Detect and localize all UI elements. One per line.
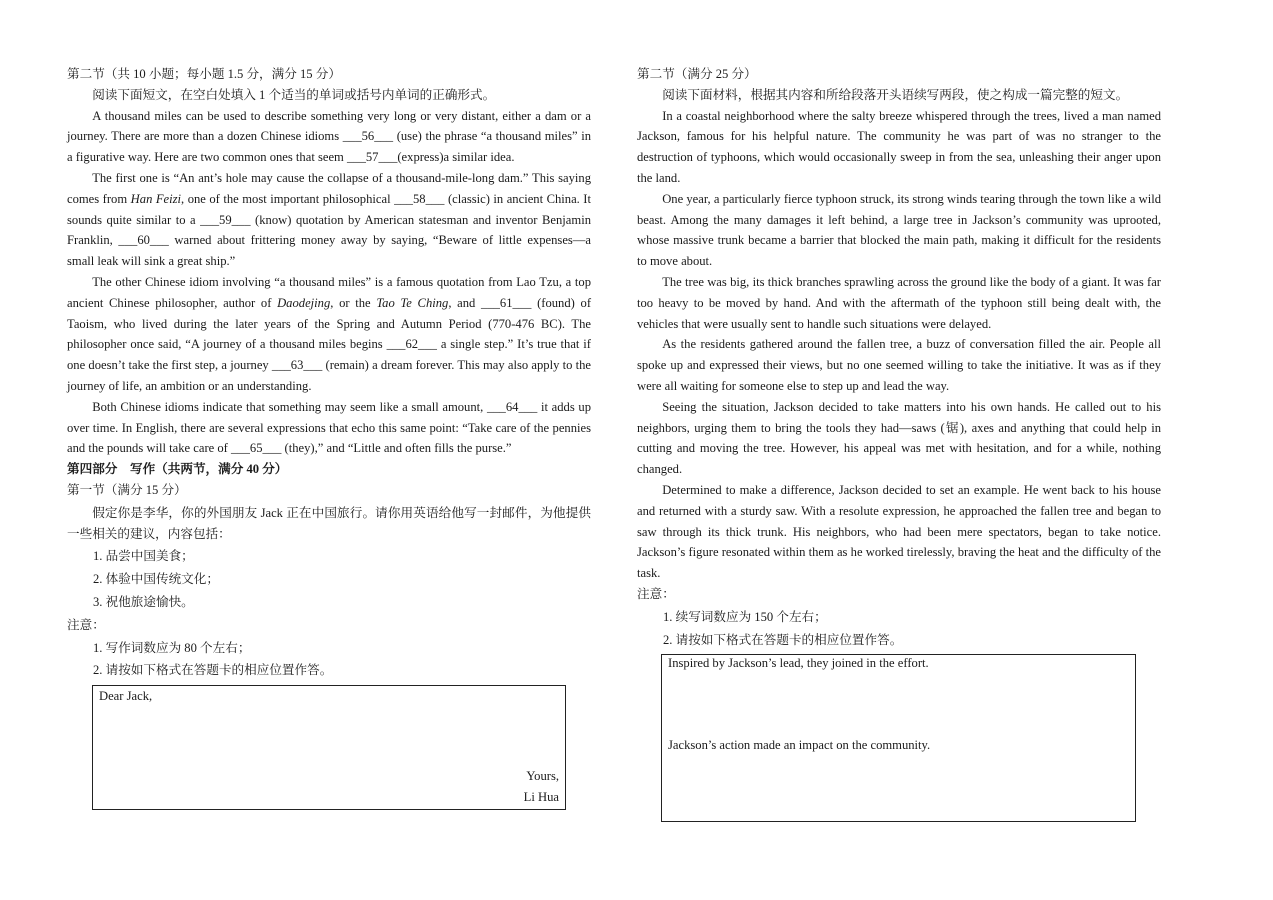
task-item-1: 1. 品尝中国美食； [93,549,194,564]
passage-paragraph-2: The first one is “An ant’s hole may cause the collapse of a thousand-mile-long dam.” This saying comes from Han Feizi, one of the most important philosophical ___58___ (classic) in ancient China. It sounds quite similar to a ___59___ (know) quotation by American statesman and inventor Benjamin Franklin, ___60___ warned about frittering money away by saying, “Beware of little expenses—a small leak will sink a great ship.” [67,170,592,269]
note-item-2: 2. 请按如下格式在答题卡的相应位置作答。 [93,663,333,678]
paragraph-starter-1: Inspired by Jackson’s lead, they joined in the effort. [668,656,929,671]
writing-part-heading: 第四部分 写作（共两节，满分 40 分） [67,462,288,477]
note-item-1: 1. 续写词数应为 150 个左右； [663,609,827,624]
task-item-2: 2. 体验中国传统文化； [93,572,219,587]
grammar-instruction: 阅读下面短文，在空白处填入 1 个适当的单词或括号内单词的正确形式。 [92,87,496,102]
passage-paragraph-1: A thousand miles can be used to describe something very long or very distant, either a dam or a journey. There are more than a dozen Chinese idioms ___56___ (use) the phrase “a thousand miles” in a figurative way. Here are two common ones that seem ___57___(express)a similar idea. [67,108,591,165]
note-item-1: 1. 写作词数应为 80 个左右； [93,640,251,655]
continuation-instruction: 阅读下面材料，根据其内容和所给段落开头语续写两段，使之构成一篇完整的短文。 [662,87,1129,102]
passage-paragraph-4: Both Chinese idioms indicate that something may seem like a small amount, ___64___ it adds up over time. In English, there are several expressions that echo this same point: “Take care of the pennies and the pounds will take care of ___65___ (they),” and “Little and often fills the purse.” [67,399,591,456]
writing-section1-heading: 第一节（满分 15 分） [67,482,187,497]
continuation-section-heading: 第二节（满分 25 分） [637,67,757,81]
paragraph-starter-2: Jackson’s action made an impact on the community. [668,738,931,753]
passage-paragraph-3: The other Chinese idiom involving “a thousand miles” is a famous quotation from Lao Tzu, a top ancient Chinese philosopher, author of Daodejing, or the Tao Te Ching, and ___61___ (found) of Taoism, who lived during the later years of the Spring and Autumn Period (770-476 BC). The philosopher once said, “A journey of a thousand miles begins ___62___ a single step.” It’s true that if one doesn’t take the first step, a journey ___63___ (remain) a dream forever. This may also apply to the journey of life, an ambition or an understanding. [67,274,592,393]
letter-answer-box [92,685,566,810]
story-paragraph-2: One year, a particularly fierce typhoon struck, its strong winds tearing through the town like a wild beast. Among the many damages it left behind, a large tree in Jackson’s community was uprooted, whose massive trunk became a barrier that blocked the main path, making it difficult for the residents to move about. [637,191,1161,269]
story-paragraph-6: Determined to make a difference, Jackson decided to set an example. He went back to his house and returned with a sturdy saw. With a resolute expression, he approached the fallen tree and began to saw through its thick trunk. His neighbors, who had been mere spectators, began to take notice. Jackson’s figure resonated within them as he worked tirelessly, braving the heat and the difficulty of the task. [637,482,1161,581]
story-paragraph-4: As the residents gathered around the fallen tree, a buzz of conversation filled the air. People all spoke up and expressed their views, but no one seemed willing to take the initiative. It was as if they were all waiting for someone else to step up and lead the way. [637,337,1161,393]
notes-label: 注意： [637,586,675,601]
letter-closing: Yours, [526,769,559,784]
note-item-2: 2. 请按如下格式在答题卡的相应位置作答。 [663,632,903,647]
grammar-section-heading: 第二节（共 10 小题；每小题 1.5 分，满分 15 分） [67,67,341,81]
email-task-instruction: 假定你是李华，你的外国朋友 Jack 正在中国旅行。请你用英语给他写一封邮件，为他提供一些相关的建议，内容包括： [67,505,591,541]
notes-label: 注意： [67,617,105,632]
task-item-3: 3. 祝他旅途愉快。 [93,594,194,609]
letter-greeting: Dear Jack, [99,689,153,704]
story-paragraph-1: In a coastal neighborhood where the salty breeze whispered through the trees, lived a man named Jackson, famous for his helpful nature. The community he was part of was no stranger to the destruction of typhoons, which would occasionally sweep in from the sea, unleashing their anger upon the land. [637,108,1161,185]
left-column [67,64,591,810]
right-column [637,64,1161,822]
letter-signature: Li Hua [523,790,559,805]
continuation-answer-box [661,654,1136,822]
story-paragraph-3: The tree was big, its thick branches sprawling across the ground like the body of a giant. It was far too heavy to be moved by hand. And with the aftermath of the typhoon still being dealt with, the vehicles that were usually sent to handle such situations were delayed. [637,274,1161,331]
story-paragraph-5: Seeing the situation, Jackson decided to take matters into his own hands. He called out to his neighbors, urging them to bring the tools they had—saws (锯), axes and anything that could help in cutting and moving the tree. However, his appeal was met with hesitation, and for a while, nothing changed. [637,399,1161,477]
